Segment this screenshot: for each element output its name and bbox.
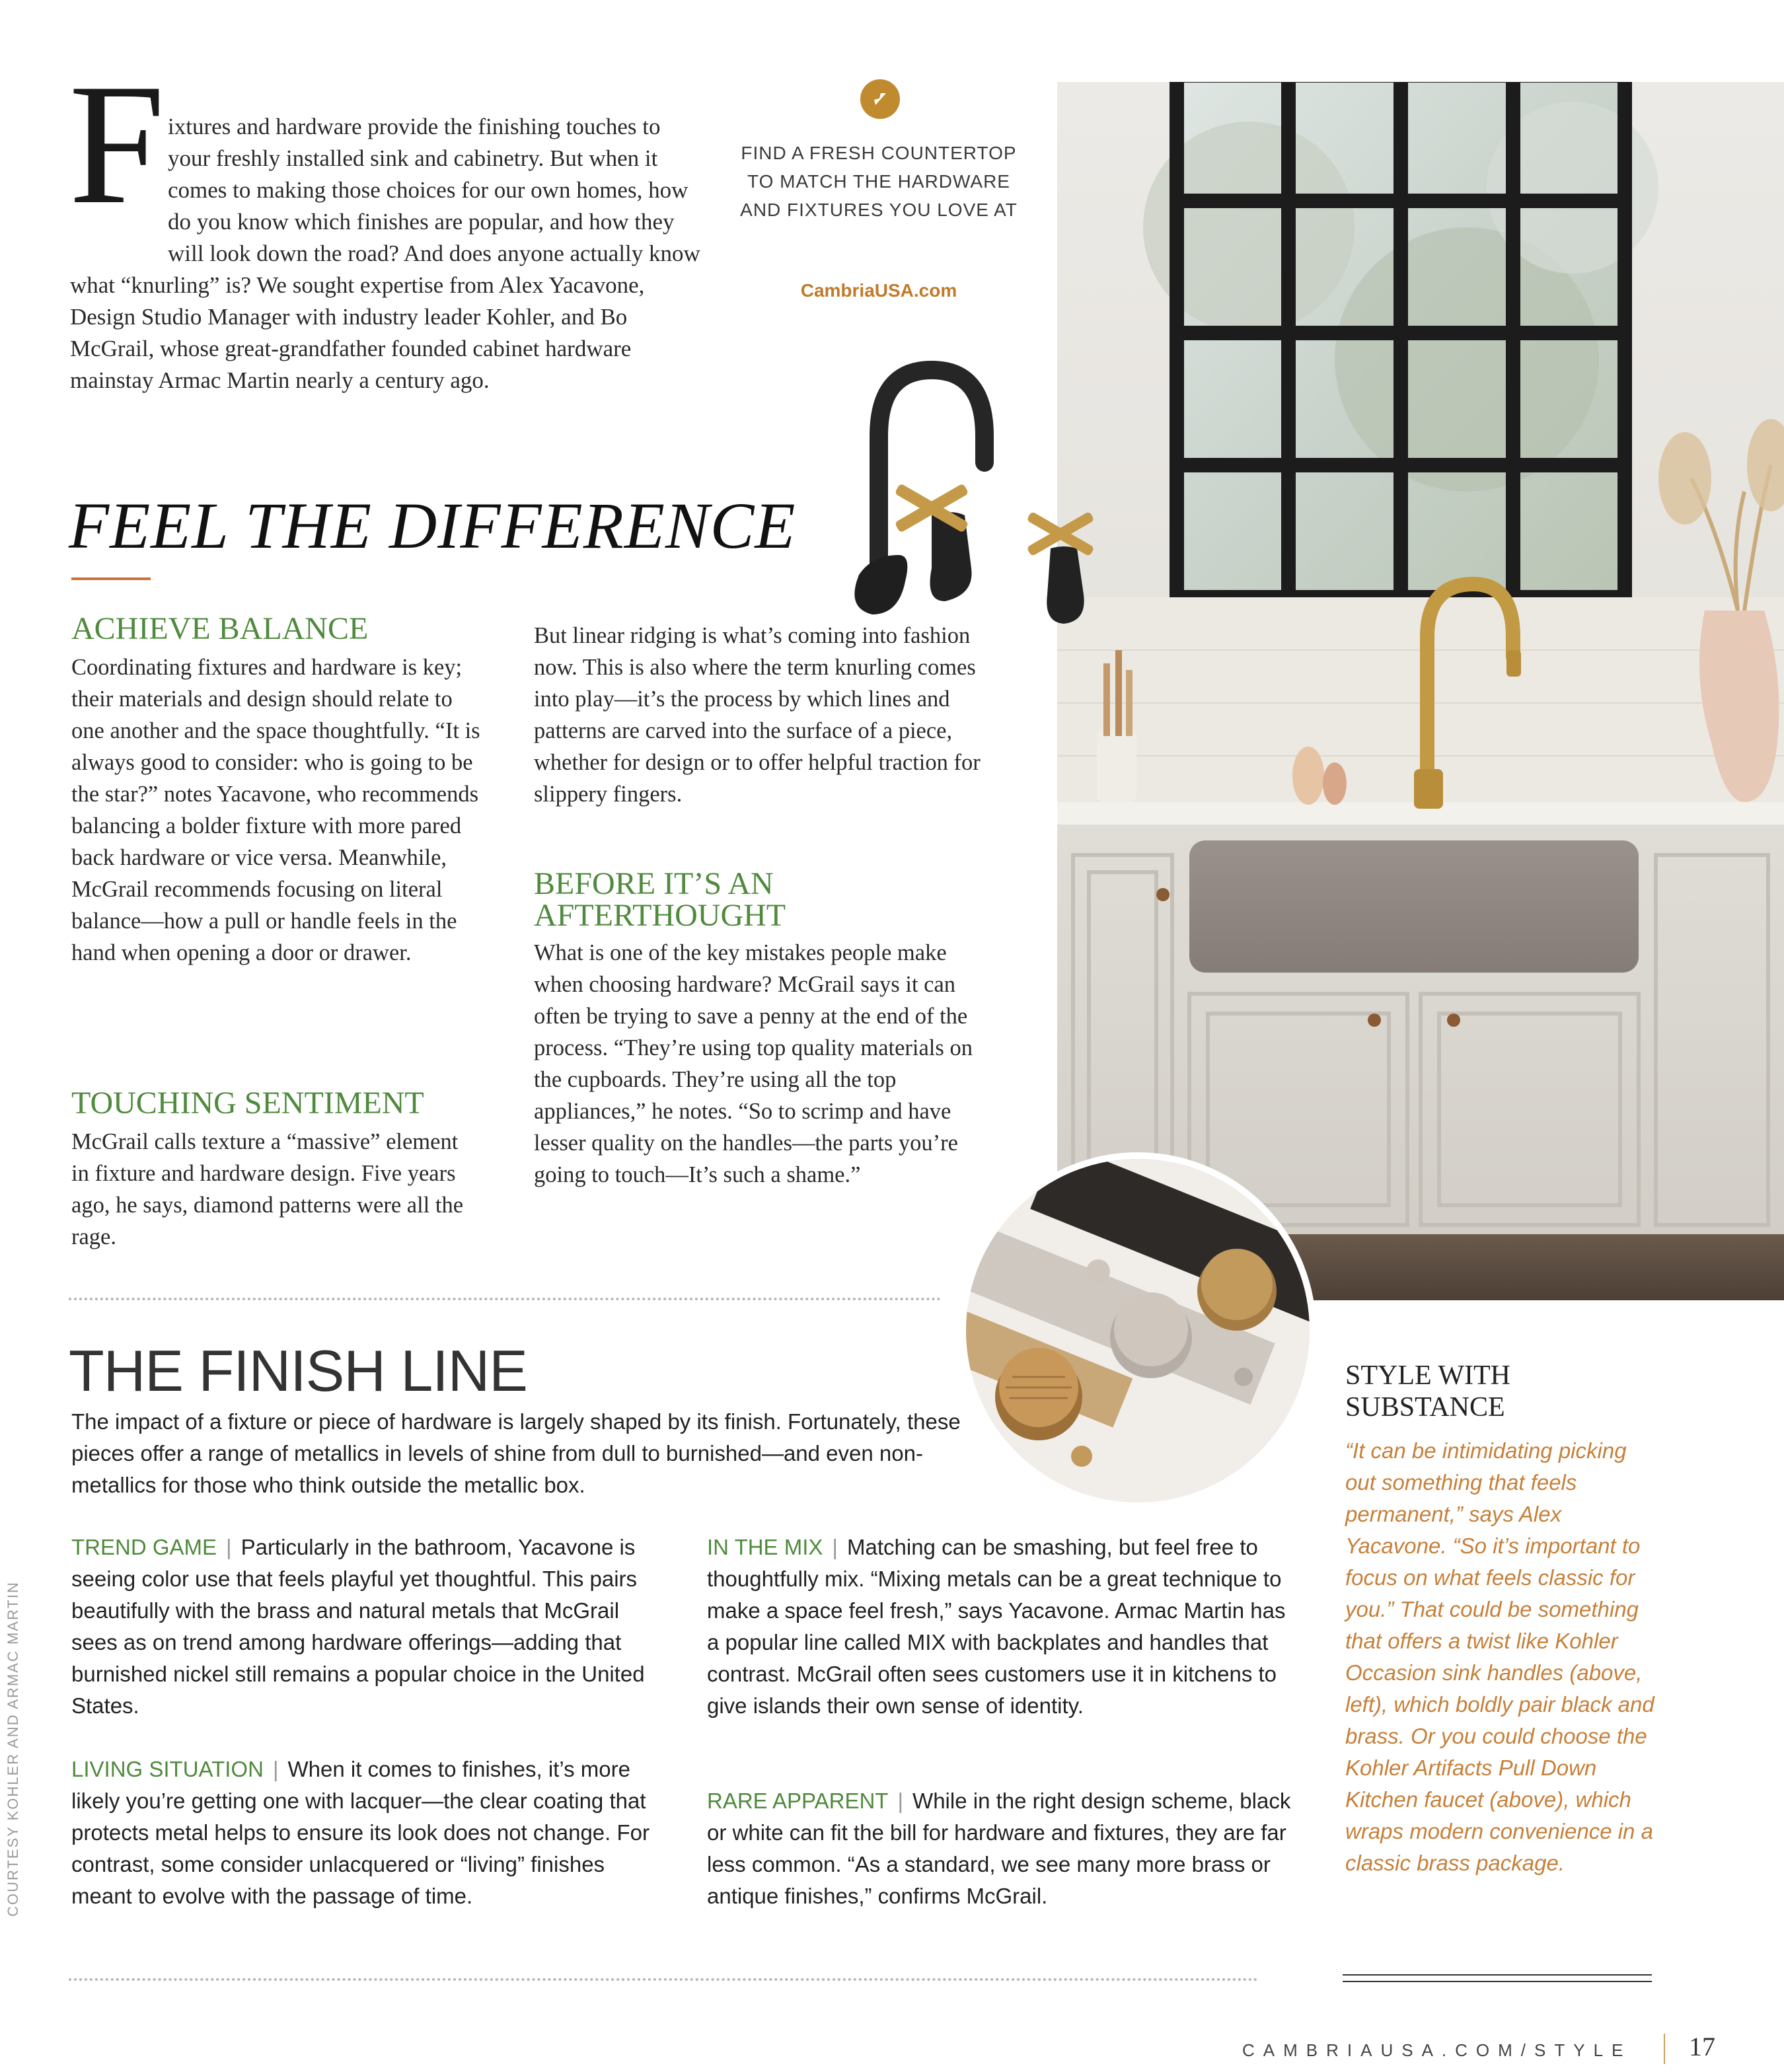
black-brass-faucet-photo	[833, 357, 1110, 634]
dotted-divider	[69, 1978, 1258, 1981]
subsection-in-the-mix	[707, 1532, 1295, 1722]
page-number: 17	[1689, 2032, 1715, 2061]
text-in-the-mix: Matching can be smashing, but feel free to thoughtfully mix. “Mixing metals can be a great technique to make a space feel fresh,” says Yacavone. Armac Martin has a popular line called MIX with backplates and handles that contrast. McGrail often sees customers use it in kitchens to give islands their own sense of identity.	[707, 1535, 1286, 1718]
heading-touching-sentiment: TOUCHING SENTIMENT	[71, 1086, 424, 1121]
sidebar-rule	[1343, 1981, 1652, 1982]
section-title-finish: THE FINISH LINE	[69, 1338, 527, 1403]
label-in-the-mix: IN THE MIX	[707, 1535, 823, 1559]
finish-intro-text: The impact of a fixture or piece of hardware is largely shaped by its finish. Fortunately, these pieces offer a range of metallics in levels of shine from dull to burnished—and even non-metallics for those who think outside the metallic box.	[71, 1409, 961, 1497]
text-living-situation: When it comes to finishes, it’s more likely you’re getting one with lacquer—the clear coating that protects metal helps to ensure its look does not change. For contrast, some consider unlacquered or “living” finishes meant to evolve with the passage of time.	[71, 1757, 650, 1908]
text-linear-ridging: But linear ridging is what’s coming into fashion now. This is also where the term knurling comes into play—it’s the process by which lines and patterns are carved into the surface of a piece, whether for design or to offer helpful traction for slippery fingers.	[534, 623, 981, 807]
cursor-arrow-icon[interactable]	[860, 79, 900, 119]
title-accent-rule	[71, 577, 151, 580]
footer-url[interactable]: CAMBRIAUSA.COM/STYLE	[1242, 2040, 1632, 2060]
subsection-living-situation	[71, 1754, 653, 1912]
sidebar-rule	[1343, 1974, 1652, 1976]
subsection-trend-game	[71, 1532, 653, 1722]
callout-text: FIND A FRESH COUNTERTOP TO MATCH THE HARDWARE AND FIXTURES YOU LOVE AT	[740, 143, 1018, 220]
separator: |	[226, 1535, 232, 1559]
text-rare-apparent: While in the right design scheme, black or white can fit the bill for hardware and fixtures, they are far less common. “As a standard, we see many more brass or antique finishes,” confirms McGrail.	[707, 1789, 1291, 1908]
footer-divider	[1664, 2034, 1665, 2064]
sidebar-quote: “It can be intimidating picking out something that feels permanent,” says Alex Yacavone. “So it’s important to focus on what feels classic for you.” That could be something that offers a twist like Kohler Occasion sink handles (above, left), which boldly pair black and brass. Or you could choose the Kohler Artifacts Pull Down Kitchen faucet (above), which wraps modern convenience in a classic brass package.	[1345, 1438, 1654, 1875]
text-touching-sentiment: McGrail calls texture a “massive” element in fixture and hardware design. Five years ago, he says, diamond patterns were all the rage.	[71, 1129, 464, 1249]
separator: |	[832, 1535, 838, 1559]
subsection-rare-apparent	[707, 1785, 1295, 1912]
label-living-situation: LIVING SITUATION	[71, 1757, 264, 1781]
kitchen-photo	[1057, 82, 1784, 1300]
heading-before-afterthought: BEFORE IT’S AN AFTERTHOUGHT	[534, 866, 786, 933]
intro-paragraph	[70, 111, 704, 396]
separator: |	[272, 1757, 279, 1781]
text-trend-game: Particularly in the bathroom, Yacavone is seeing color use that feels playful yet thoughtful. This pairs beautifully with the brass and natural metals that McGrail sees as on trend among hardware offerings—adding that burnished nickel still remains a popular choice in the United States.	[71, 1535, 645, 1718]
photo-credit: COURTESY KOHLER AND ARMAC MARTIN	[5, 1581, 21, 1917]
separator: |	[897, 1789, 904, 1813]
intro-text: ixtures and hardware provide the finishing touches to your freshly installed sink and cabinetry. But when it comes to making those choices for our own homes, how do you know which finishes are popular, and how they will look down the road? And does anyone actually know what “knurling” is? We sought expertise from Alex Yacavone, Design Studio Manager with industry leader Kohler, and Bo McGrail, whose great-grandfather founded cabinet hardware mainstay Armac Martin nearly a century ago.	[70, 114, 700, 393]
label-trend-game: TREND GAME	[71, 1535, 217, 1559]
text-before-afterthought: What is one of the key mistakes people make when choosing hardware? McGrail says it can often be trying to save a penny at the end of the process. “They’re using top quality materials on the cupboards. They’re using all the top appliances,” he notes. “So to scrimp and have lesser quality on the handles—the parts you’re going to touch—It’s such a shame.”	[534, 940, 973, 1187]
dotted-divider	[69, 1298, 941, 1300]
section-title-feel: FEEL THE DIFFERENCE	[69, 489, 796, 562]
text-achieve-balance: Coordinating fixtures and hardware is key; their materials and design should relate to one another and the space thoughtfully. “It is always good to consider: who is going to be the star?” notes Yacavone, who recommends balancing a bolder fixture with more pared back hardware or vice versa. Meanwhile, McGrail recommends focusing on literal balance—how a pull or handle feels in the hand when opening a door or drawer.	[71, 655, 480, 965]
drop-cap: F	[69, 48, 165, 240]
knurled-knobs-photo	[959, 1152, 1316, 1509]
heading-achieve-balance: ACHIEVE BALANCE	[71, 611, 369, 646]
cambria-link[interactable]: CambriaUSA.com	[800, 280, 957, 301]
sidebar-title: STYLE WITH SUBSTANCE	[1345, 1360, 1511, 1423]
label-rare-apparent: RARE APPARENT	[707, 1789, 889, 1813]
